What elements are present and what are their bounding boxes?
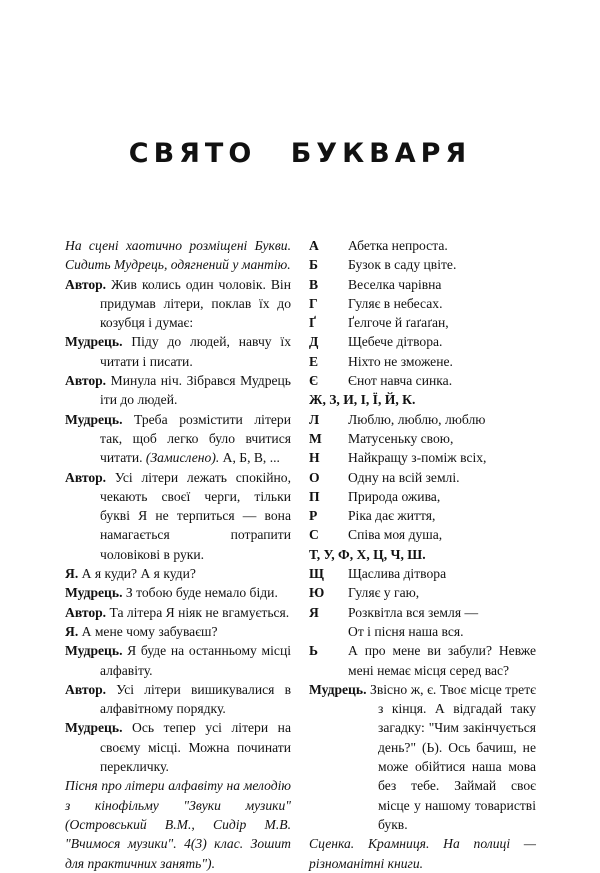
speech-text: Звісно ж, є. Твоє місце третє з кінця. А відгадай таку загадку: "Чим закінчується день?" (Ь). Ось бачиш, не може обійтися наша мова без тебе. Займай своє місце у нашому товаристві букв.	[366, 681, 536, 832]
song-line: Матусеньку свою,	[348, 430, 454, 446]
alphabet-line	[309, 352, 536, 371]
alphabet-line	[309, 564, 536, 583]
alphabet-rows-1	[309, 236, 536, 390]
letter-label: Ґ	[309, 315, 317, 331]
letter-label: Г	[309, 295, 318, 311]
speech-text: А про мене ви забули? Невже мені немає місця серед вас?	[348, 643, 536, 678]
dialogue-line	[65, 275, 291, 333]
letter-label: С	[309, 527, 319, 543]
letter-label: Ь	[309, 643, 318, 659]
page-title: СВЯТО БУКВАРЯ	[128, 138, 472, 169]
song-line: Щебече дітвора.	[348, 334, 443, 350]
alphabet-line	[309, 294, 536, 313]
song-line: Щаслива дітвора	[348, 566, 447, 582]
song-line: Співа моя душа,	[348, 527, 443, 543]
speech-text: Усі літери вишикувалися в алфавітному порядку.	[100, 681, 291, 717]
alphabet-line	[309, 275, 536, 294]
speaker-name: Мудрець.	[65, 585, 123, 601]
speech-text: Ось тепер усі літери на своєму місці. Можна починати перекличку.	[100, 720, 291, 775]
dialogue-line	[65, 332, 291, 371]
letter-label: Б	[309, 257, 318, 273]
letter-label: О	[309, 469, 320, 485]
speech-text: З тобою буде немало біди.	[122, 585, 278, 601]
letter-label: П	[309, 488, 320, 504]
dialogue-line	[309, 680, 536, 834]
stage-remark: (Замислено).	[145, 450, 220, 466]
speaker-name: Автор.	[65, 373, 107, 389]
letter-label: Є	[309, 373, 319, 389]
speaker-name: Я.	[65, 566, 79, 582]
song-line: Найкращу з-поміж всіх,	[348, 450, 487, 466]
speaker-name: Мудрець.	[65, 643, 123, 659]
song-line: Абетка непроста.	[348, 238, 448, 253]
speech-text: Жив колись один чоловік. Він придумав літери, поклав їх до козубця і думає:	[100, 276, 291, 331]
dialogue-line	[65, 583, 291, 602]
song-note: Пісня про літери алфавіту на мелодію з кінофільму "Звуки музики" (Островський В.М., Сидір М.В. "Вчимося музики". 4(3) клас. Зошит для практичних занять").	[65, 778, 291, 871]
dialogue-line	[65, 564, 291, 583]
letter-label: Р	[309, 508, 318, 524]
right-column	[309, 236, 536, 873]
alphabet-line	[309, 332, 536, 351]
alphabet-line	[309, 583, 536, 602]
song-line: Ніхто не зможене.	[348, 353, 453, 369]
song-line: Ріка дає життя,	[348, 508, 436, 524]
letter-group: Т, У, Ф, Х, Ц, Ч, Ш.	[309, 546, 426, 562]
song-line: Бузок в саду цвіте.	[348, 257, 457, 273]
letter-label: Я	[309, 604, 319, 620]
soft-sign-line	[309, 641, 536, 680]
letter-label: Ю	[309, 585, 325, 601]
alphabet-line	[309, 236, 536, 255]
letter-label: А	[309, 238, 319, 253]
alphabet-line	[309, 313, 536, 332]
speech-text: Минула ніч. Зібрався Мудрець іти до людей.	[100, 373, 291, 408]
speech-text: Я буде на останньому місці алфавіту.	[100, 643, 291, 678]
speaker-name: Мудрець.	[309, 681, 367, 697]
song-line: От і пісня наша вся.	[348, 623, 464, 639]
dialogue-line	[65, 371, 291, 410]
speaker-name: Мудрець.	[65, 334, 123, 350]
speaker-name: Мудрець.	[65, 411, 123, 427]
letter-label: Н	[309, 450, 320, 466]
dialogue-line	[65, 410, 291, 468]
letter-label: М	[309, 430, 322, 446]
alphabet-line	[309, 255, 536, 274]
alphabet-rows-3	[309, 564, 536, 622]
speaker-name: Автор.	[65, 276, 107, 292]
dialogue-line	[65, 622, 291, 641]
dialogue-line	[65, 603, 291, 622]
speaker-name: Автор.	[65, 681, 107, 697]
left-column	[65, 236, 291, 873]
speaker-name: Я.	[65, 623, 79, 639]
letter-group: Ж, З, И, І, Ї, Й, К.	[309, 392, 416, 408]
letter-label: Щ	[309, 566, 324, 582]
letter-label: Е	[309, 353, 319, 369]
speech-text: А мене чому забуваєш?	[78, 623, 218, 639]
alphabet-line	[309, 525, 536, 544]
speaker-name: Автор.	[65, 469, 107, 485]
alphabet-rows-2	[309, 410, 536, 545]
song-line: Люблю, люблю, люблю	[348, 411, 486, 427]
alphabet-line	[309, 603, 536, 622]
speech-text: А, Б, В, ...	[219, 450, 280, 466]
alphabet-line	[309, 371, 536, 390]
scene-heading: Сценка. Крамниця. На полиці — різноманітні книги.	[309, 836, 536, 871]
letter-label: Л	[309, 411, 320, 427]
speaker-name: Мудрець.	[65, 720, 123, 736]
song-line: Ґелгоче й ґаґаґан,	[348, 315, 449, 331]
alphabet-line	[309, 448, 536, 467]
song-line: Гуляє у гаю,	[348, 585, 420, 601]
speech-text: А я куди? А я куди?	[78, 566, 196, 582]
letter-label: В	[309, 276, 319, 292]
song-line: Єнот навча синка.	[348, 373, 453, 389]
dialogue-line	[65, 641, 291, 680]
alphabet-line	[309, 506, 536, 525]
alphabet-line	[309, 410, 536, 429]
speech-text: Та літера Я ніяк не вгамується.	[106, 604, 290, 620]
alphabet-line	[309, 468, 536, 487]
song-line: Гуляє в небесах.	[348, 295, 443, 311]
speech-text: Піду до людей, навчу їх читати і писати.	[100, 334, 291, 369]
dialogue-line	[65, 680, 291, 719]
speaker-name: Автор.	[65, 604, 107, 620]
speech-text: Треба розмістити літери так, щоб легко було вчитися читати.	[100, 411, 291, 466]
song-line: Розквітла вся земля —	[348, 604, 479, 620]
letter-label: Д	[309, 334, 319, 350]
alphabet-line	[309, 429, 536, 448]
dialogue-line	[65, 718, 291, 776]
song-line: Веселка чарівна	[348, 276, 442, 292]
stage-direction: На сцені хаотично розміщені Букви. Сидить Мудрець, одягнений у мантію.	[65, 238, 291, 273]
song-line: Одну на всій землі.	[348, 469, 460, 485]
song-line: Природа ожива,	[348, 488, 441, 504]
speech-text: Усі літери лежать спокійно, чекають своєї черги, тільки букві Я не терпиться — вона намагається потрапити чоловікові в руки.	[100, 469, 291, 562]
dialogue-line	[65, 468, 291, 564]
alphabet-line	[309, 487, 536, 506]
